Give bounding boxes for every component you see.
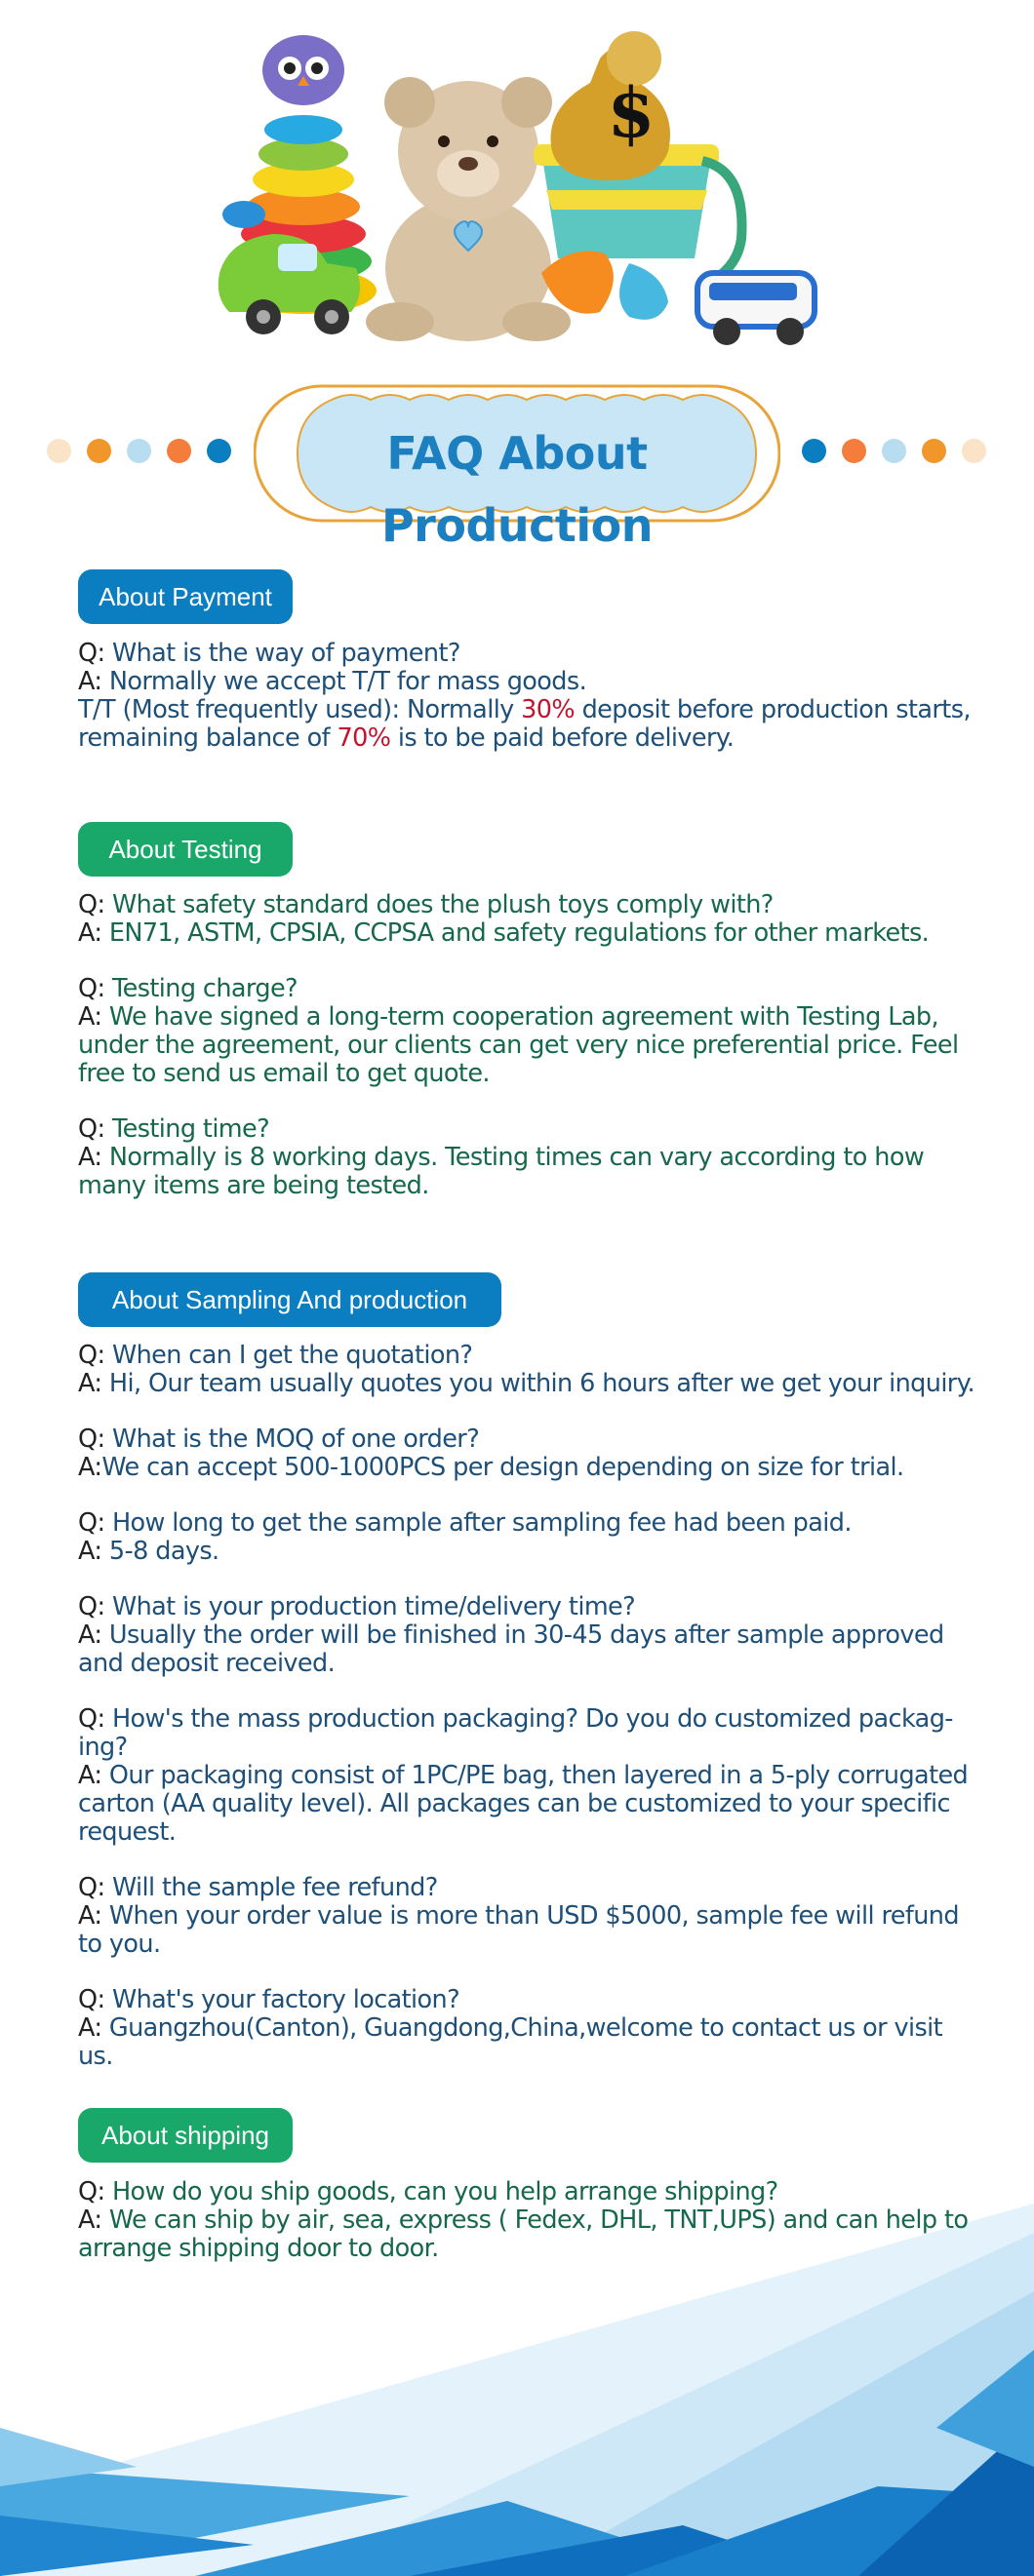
answer-label: A:	[78, 1369, 109, 1398]
question-text: What is the MOQ of one order?	[111, 1425, 480, 1454]
decorative-dot	[87, 439, 111, 463]
faq-item	[78, 975, 975, 1088]
toy-bus-blue	[697, 273, 815, 345]
section-heading-shipping: About shipping	[78, 2108, 293, 2163]
decorative-dots-left	[47, 439, 231, 463]
answer-label: A:	[78, 1143, 109, 1172]
answer-label: A:	[78, 2205, 109, 2235]
question-text: Testing time?	[111, 1114, 270, 1144]
decorative-dot	[207, 439, 231, 463]
teddy-bear	[366, 77, 571, 341]
question-label: Q:	[78, 639, 112, 668]
question-label: Q:	[78, 1592, 112, 1621]
faq-item	[78, 1593, 975, 1678]
faq-item	[78, 1342, 975, 1398]
payment-balance: remaining balance of 70% is to be paid before delivery.	[78, 723, 735, 753]
question-label: Q:	[78, 2177, 112, 2206]
answer-label: A:	[78, 1453, 102, 1482]
section-heading-testing: About Testing	[78, 822, 293, 877]
section-heading-payment: About Payment	[78, 569, 293, 624]
faq-item	[78, 1705, 975, 1847]
decorative-dot	[842, 439, 866, 463]
section-heading-sampling: About Sampling And production	[78, 1272, 501, 1327]
faq-item	[78, 891, 975, 948]
decorative-dot	[167, 439, 191, 463]
bucket-and-money-bag	[534, 31, 742, 288]
toys-illustration	[210, 20, 834, 380]
answer-text: Normally is 8 working days. Testing times can vary according to how many items are being tested.	[78, 1143, 925, 1200]
payment-terms: T/T (Most frequently used): Normally 30% deposit before production starts,	[78, 695, 971, 724]
balance-percentage: 70%	[337, 723, 391, 753]
answer-text: 5-8 days.	[108, 1537, 219, 1566]
decorative-dot	[47, 439, 71, 463]
question-text: What is the way of payment?	[111, 639, 460, 668]
decorative-dots-right	[802, 439, 986, 463]
question-text: What's your factory location?	[111, 1985, 460, 2014]
page-title: FAQ About Production	[380, 427, 654, 552]
answer-text: Hi, Our team usually quotes you within 6 hours after we get your inquiry.	[108, 1369, 975, 1398]
question-label: Q:	[78, 1704, 112, 1734]
question-text: Testing charge?	[111, 974, 298, 1003]
answer-label: A:	[78, 1537, 109, 1566]
decorative-dot	[127, 439, 151, 463]
answer-label: A:	[78, 1002, 109, 1032]
decorative-dot	[962, 439, 986, 463]
question-label: Q:	[78, 974, 112, 1003]
question-label: Q:	[78, 1508, 112, 1538]
faq-item	[78, 1115, 975, 1200]
shipping-faq	[78, 2178, 975, 2263]
question-label: Q:	[78, 890, 112, 919]
answer-text: Usually the order will be finished in 30-45 days after sample approved and deposit received.	[78, 1620, 944, 1678]
answer-label: A:	[78, 1620, 109, 1650]
decorative-dot	[802, 439, 826, 463]
question-text: How do you ship goods, can you help arrange shipping?	[111, 2177, 778, 2206]
answer-label: A:	[78, 1901, 109, 1931]
svg-text:$: $	[607, 72, 656, 153]
faq-item	[78, 1874, 975, 1959]
answer-text: Our packaging consist of 1PC/PE bag, then layered in a 5-ply corrugated carton (AA quality level). All packages can be customized to your specific request.	[78, 1761, 969, 1847]
faq-item	[78, 1425, 975, 1482]
answer-text: We can accept 500-1000PCS per design depending on size for trial.	[101, 1453, 904, 1482]
question-text: Will the sample fee refund?	[111, 1873, 438, 1902]
question-text: What is your production time/delivery time?	[111, 1592, 636, 1621]
question-label: Q:	[78, 1425, 112, 1454]
answer-label: A:	[78, 667, 109, 696]
question-text: How's the mass production packaging? Do you do customized packag-ing?	[78, 1704, 953, 1762]
payment-faq	[78, 640, 975, 753]
answer-label: A:	[78, 2013, 109, 2043]
answer-text: Normally we accept T/T for mass goods.	[108, 667, 587, 696]
faq-item	[78, 1509, 975, 1566]
answer-label: A:	[78, 918, 109, 948]
faq-item	[78, 1986, 975, 2071]
deposit-percentage: 30%	[521, 695, 576, 724]
answer-text: We can ship by air, sea, express ( Fedex, DHL, TNT,UPS) and can help to arrange shipping door to door.	[78, 2205, 969, 2263]
testing-faq	[78, 891, 975, 1200]
question-text: What safety standard does the plush toys comply with?	[111, 890, 774, 919]
answer-text: EN71, ASTM, CPSIA, CCPSA and safety regulations for other markets.	[108, 918, 930, 948]
answer-text: Guangzhou(Canton), Guangdong,China,welcome to contact us or visit us.	[78, 2013, 943, 2071]
question-label: Q:	[78, 1114, 112, 1144]
decorative-dot	[922, 439, 946, 463]
answer-label: A:	[78, 1761, 109, 1790]
answer-text: We have signed a long-term cooperation agreement with Testing Lab, under the agreement, our clients can get very nice preferential price. Feel free to send us email to get quote.	[78, 1002, 959, 1088]
question-label: Q:	[78, 1341, 112, 1370]
answer-text: When your order value is more than USD $5000, sample fee will refund to you.	[78, 1901, 959, 1959]
decorative-dot	[882, 439, 906, 463]
question-label: Q:	[78, 1873, 112, 1902]
question-text: When can I get the quotation?	[111, 1341, 473, 1370]
question-text: How long to get the sample after sampling fee had been paid.	[111, 1508, 852, 1538]
question-label: Q:	[78, 1985, 112, 2014]
sampling-faq	[78, 1342, 975, 2071]
